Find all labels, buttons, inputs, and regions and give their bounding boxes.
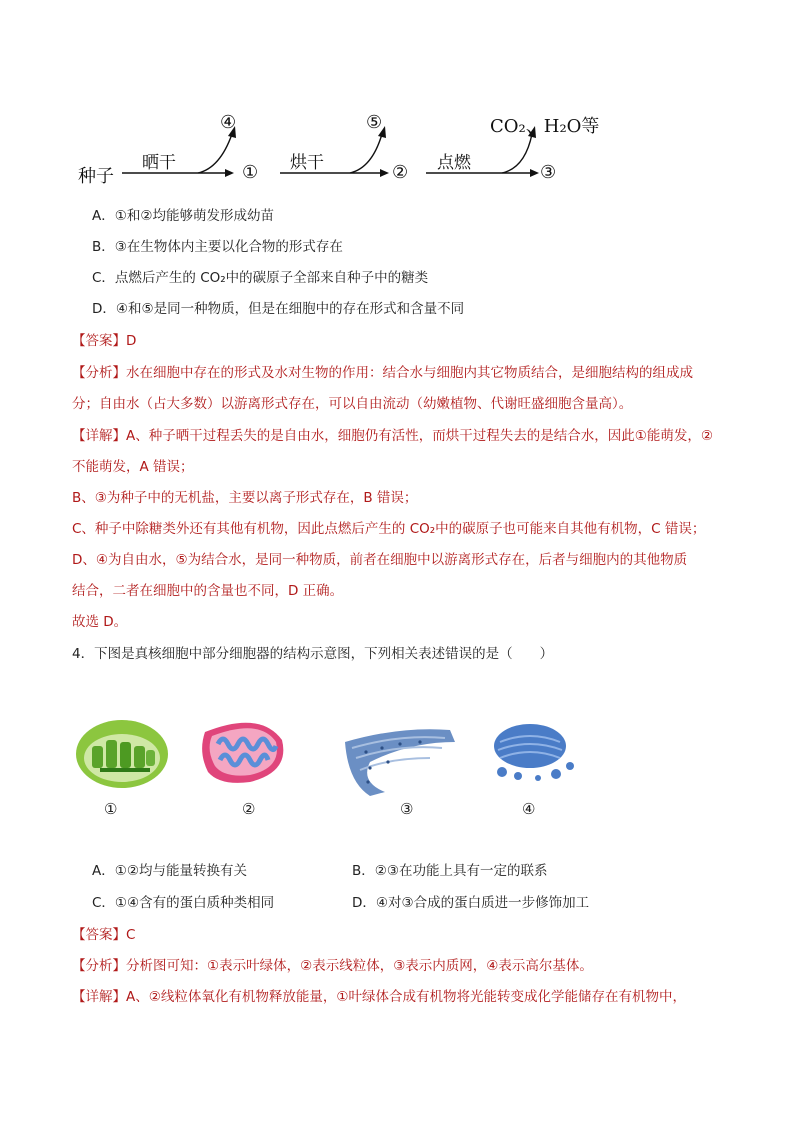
flow-node2: ②: [392, 162, 409, 183]
organelle-label-1: ①: [104, 800, 118, 818]
answer-tag: 【答案】: [72, 927, 126, 943]
answer-value: D: [126, 333, 137, 349]
analysis-tag: 【分析】: [72, 365, 126, 381]
q4-option-a: A．①②均与能量转换有关: [92, 863, 247, 879]
q4-answer: [72, 925, 135, 945]
q3-option-d: D．④和⑤是同一种物质，但是在细胞中的存在形式和含量不同: [92, 301, 465, 317]
organelle-label-3: ③: [400, 800, 414, 818]
detail-tag: 【详解】: [72, 989, 126, 1005]
q3-detail-line4: C、种子中除糖类外还有其他有机物，因此点燃后产生的 CO₂中的碳原子也可能来自其他有机物，C 错误；: [72, 521, 706, 537]
q3-detail-line6: 结合，二者在细胞中的含量也不同，D 正确。: [72, 583, 344, 599]
analysis-text: 水在细胞中存在的形式及水对生物的作用：结合水与细胞内其它物质结合，是细胞结构的组成成: [126, 365, 693, 381]
organelle-illustrations: [70, 712, 590, 822]
q3-detail-line2: 不能萌发，A 错误；: [72, 459, 194, 475]
answer-tag: 【答案】: [72, 333, 126, 349]
q3-option-c: C．点燃后产生的 CO₂中的碳原子全部来自种子中的糖类: [92, 270, 429, 286]
flow-output1: ④: [220, 112, 237, 133]
flow-node1: ①: [242, 162, 259, 183]
q3-detail-line1: [72, 426, 713, 446]
flow-step3-label: 点燃: [437, 153, 471, 173]
flow-start-label: 种子: [78, 166, 114, 187]
mitochondrion-image: [202, 723, 283, 783]
seed-drying-flow-diagram: [70, 110, 630, 190]
q4-option-d: D．④对③合成的蛋白质进一步修饰加工: [352, 895, 590, 911]
organelle-label-4: ④: [522, 800, 536, 818]
q4-option-c: C．①④含有的蛋白质种类相同: [92, 895, 275, 911]
flow-node3: ③: [540, 162, 557, 183]
q3-analysis-line1: [72, 363, 693, 383]
analysis-text: 分析图可知：①表示叶绿体，②表示线粒体，③表示内质网，④表示高尔基体。: [126, 958, 593, 974]
q3-detail-line7: 故选 D。: [72, 614, 128, 630]
detail-text: A、②线粒体氧化有机物释放能量，①叶绿体合成有机物将光能转变成化学能储存在有机物中，: [126, 989, 686, 1005]
q4-detail: [72, 987, 686, 1007]
q3-option-a: A．①和②均能够萌发形成幼苗: [92, 208, 274, 224]
q4-stem: 4．下图是真核细胞中部分细胞器的结构示意图，下列相关表述错误的是（ ）: [72, 646, 554, 662]
flow-output2: ⑤: [366, 112, 383, 133]
detail-tag: 【详解】: [72, 428, 126, 444]
flow-step2-label: 烘干: [290, 153, 324, 173]
answer-value: C: [126, 927, 136, 943]
q3-detail-line3: B、③为种子中的无机盐，主要以离子形式存在，B 错误；: [72, 490, 418, 506]
q3-detail-line5: D、④为自由水，⑤为结合水，是同一种物质，前者在细胞中以游离形式存在，后者与细胞内的其他物质: [72, 552, 688, 568]
q3-answer: [72, 331, 136, 351]
q3-analysis-line2: 分；自由水（占大多数）以游离形式存在，可以自由流动（幼嫩植物、代谢旺盛细胞含量高）。: [72, 396, 633, 412]
organelle-label-2: ②: [242, 800, 256, 818]
endoplasmic-reticulum-image: [345, 729, 455, 796]
organelle-drawings: [70, 712, 590, 822]
detail-text: A、种子晒干过程丢失的是自由水，细胞仍有活性，而烘干过程失去的是结合水，因此①能萌发，②: [126, 428, 713, 444]
flow-step1-label: 晒干: [142, 153, 176, 173]
flow-output3: CO₂、H₂O等: [490, 116, 600, 137]
q3-option-b: B．③在生物体内主要以化合物的形式存在: [92, 239, 343, 255]
golgi-apparatus-image: [494, 724, 574, 781]
q4-analysis: [72, 956, 593, 976]
q4-option-b: B．②③在功能上具有一定的联系: [352, 863, 548, 879]
analysis-tag: 【分析】: [72, 958, 126, 974]
chloroplast-image: [76, 720, 168, 788]
